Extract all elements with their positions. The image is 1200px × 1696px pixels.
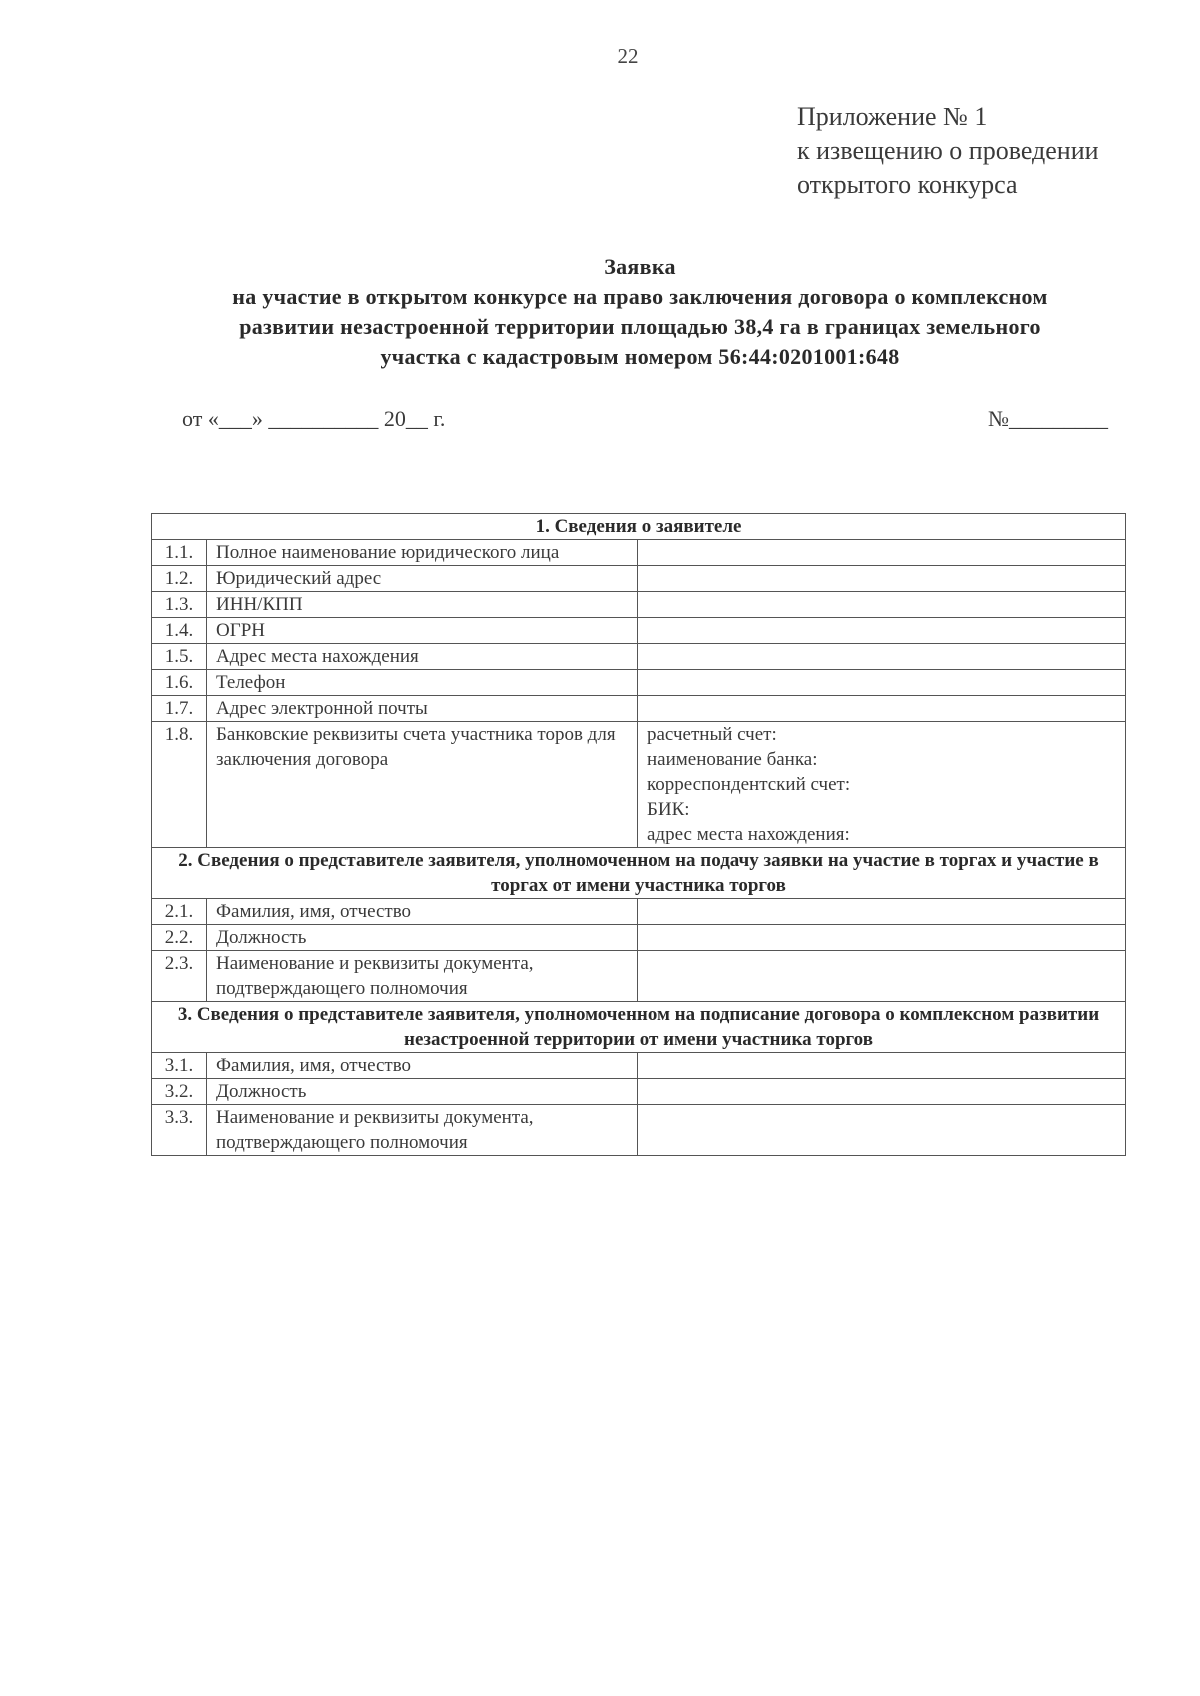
row-value-cell[interactable] bbox=[638, 1053, 1126, 1079]
application-form-table bbox=[151, 513, 1126, 1156]
row-number: 1.4. bbox=[152, 618, 207, 644]
title-line: Заявка bbox=[604, 254, 676, 279]
table-row bbox=[152, 951, 1126, 1002]
row-value-cell[interactable] bbox=[638, 925, 1126, 951]
row-value-cell[interactable] bbox=[638, 644, 1126, 670]
page-number: 22 bbox=[617, 44, 639, 68]
row-label: ИНН/КПП bbox=[207, 592, 638, 618]
row-label: Наименование и реквизиты документа, подтверждающего полномочия bbox=[207, 1105, 638, 1156]
title-line: на участие в открытом конкурсе на право заключения договора о комплексном bbox=[232, 284, 1048, 309]
row-number: 2.1. bbox=[152, 899, 207, 925]
row-value-cell[interactable] bbox=[638, 951, 1126, 1002]
date-field: от «___» __________ 20__ г. bbox=[182, 406, 446, 431]
table-row bbox=[152, 670, 1126, 696]
section-heading: 1. Сведения о заявителе bbox=[152, 514, 1126, 540]
row-label: Фамилия, имя, отчество bbox=[207, 899, 638, 925]
row-label: Должность bbox=[207, 1079, 638, 1105]
table-row bbox=[152, 1053, 1126, 1079]
section-heading: 3. Сведения о представителе заявителя, уполномоченном на подписание договора о комплексном развитии незастроенной территории от имени участника торгов bbox=[152, 1002, 1126, 1053]
row-label: Должность bbox=[207, 925, 638, 951]
table-row bbox=[152, 899, 1126, 925]
row-number: 1.3. bbox=[152, 592, 207, 618]
bank-field-label: расчетный счет: bbox=[647, 724, 777, 745]
row-value-cell[interactable] bbox=[638, 566, 1126, 592]
title-line: развитии незастроенной территории площадью 38,4 га в границах земельного bbox=[239, 314, 1041, 339]
row-value-cell[interactable] bbox=[638, 540, 1126, 566]
row-number: 3.2. bbox=[152, 1079, 207, 1105]
section-heading: 2. Сведения о представителе заявителя, уполномоченном на подачу заявки на участие в торгах и участие в торгах от имени участника торгов bbox=[152, 848, 1126, 899]
bank-field-label: адрес места нахождения: bbox=[647, 824, 850, 845]
table-row bbox=[152, 566, 1126, 592]
table-row bbox=[152, 696, 1126, 722]
document-title bbox=[100, 252, 1180, 372]
table-row bbox=[152, 1105, 1126, 1156]
section-heading-row bbox=[152, 848, 1126, 899]
bank-field-label: наименование банка: bbox=[647, 749, 818, 770]
bank-details-cell[interactable] bbox=[638, 722, 1126, 848]
row-label: Наименование и реквизиты документа, подтверждающего полномочия bbox=[207, 951, 638, 1002]
appendix-line: Приложение № 1 bbox=[797, 102, 988, 131]
table-row bbox=[152, 540, 1126, 566]
row-label: Телефон bbox=[207, 670, 638, 696]
application-number-field: №_________ bbox=[988, 406, 1108, 431]
row-value-cell[interactable] bbox=[638, 618, 1126, 644]
appendix-reference bbox=[797, 100, 1099, 202]
table-row bbox=[152, 644, 1126, 670]
table-row bbox=[152, 592, 1126, 618]
row-value-cell[interactable] bbox=[638, 899, 1126, 925]
row-number: 2.2. bbox=[152, 925, 207, 951]
row-label: ОГРН bbox=[207, 618, 638, 644]
row-number: 3.3. bbox=[152, 1105, 207, 1156]
row-value-cell[interactable] bbox=[638, 592, 1126, 618]
row-label: Банковские реквизиты счета участника торов для заключения договора bbox=[207, 722, 638, 848]
table-row bbox=[152, 618, 1126, 644]
bank-field-label: БИК: bbox=[647, 799, 690, 820]
row-value-cell[interactable] bbox=[638, 1079, 1126, 1105]
section-heading-row bbox=[152, 1002, 1126, 1053]
row-value-cell[interactable] bbox=[638, 670, 1126, 696]
row-label: Фамилия, имя, отчество bbox=[207, 1053, 638, 1079]
row-label: Адрес места нахождения bbox=[207, 644, 638, 670]
appendix-line: к извещению о проведении bbox=[797, 136, 1099, 165]
table-row bbox=[152, 1079, 1126, 1105]
appendix-line: открытого конкурса bbox=[797, 170, 1018, 199]
bank-details-row bbox=[152, 722, 1126, 848]
row-number: 1.2. bbox=[152, 566, 207, 592]
row-number: 2.3. bbox=[152, 951, 207, 1002]
row-number: 3.1. bbox=[152, 1053, 207, 1079]
row-number: 1.7. bbox=[152, 696, 207, 722]
row-value-cell[interactable] bbox=[638, 696, 1126, 722]
row-label: Адрес электронной почты bbox=[207, 696, 638, 722]
section-heading-row bbox=[152, 514, 1126, 540]
row-number: 1.6. bbox=[152, 670, 207, 696]
row-label: Юридический адрес bbox=[207, 566, 638, 592]
table-row bbox=[152, 925, 1126, 951]
bank-field-label: корреспондентский счет: bbox=[647, 774, 851, 795]
title-line: участка с кадастровым номером 56:44:0201001:648 bbox=[380, 344, 900, 369]
row-number: 1.5. bbox=[152, 644, 207, 670]
row-number: 1.1. bbox=[152, 540, 207, 566]
row-label: Полное наименование юридического лица bbox=[207, 540, 638, 566]
row-value-cell[interactable] bbox=[638, 1105, 1126, 1156]
row-number: 1.8. bbox=[152, 722, 207, 848]
